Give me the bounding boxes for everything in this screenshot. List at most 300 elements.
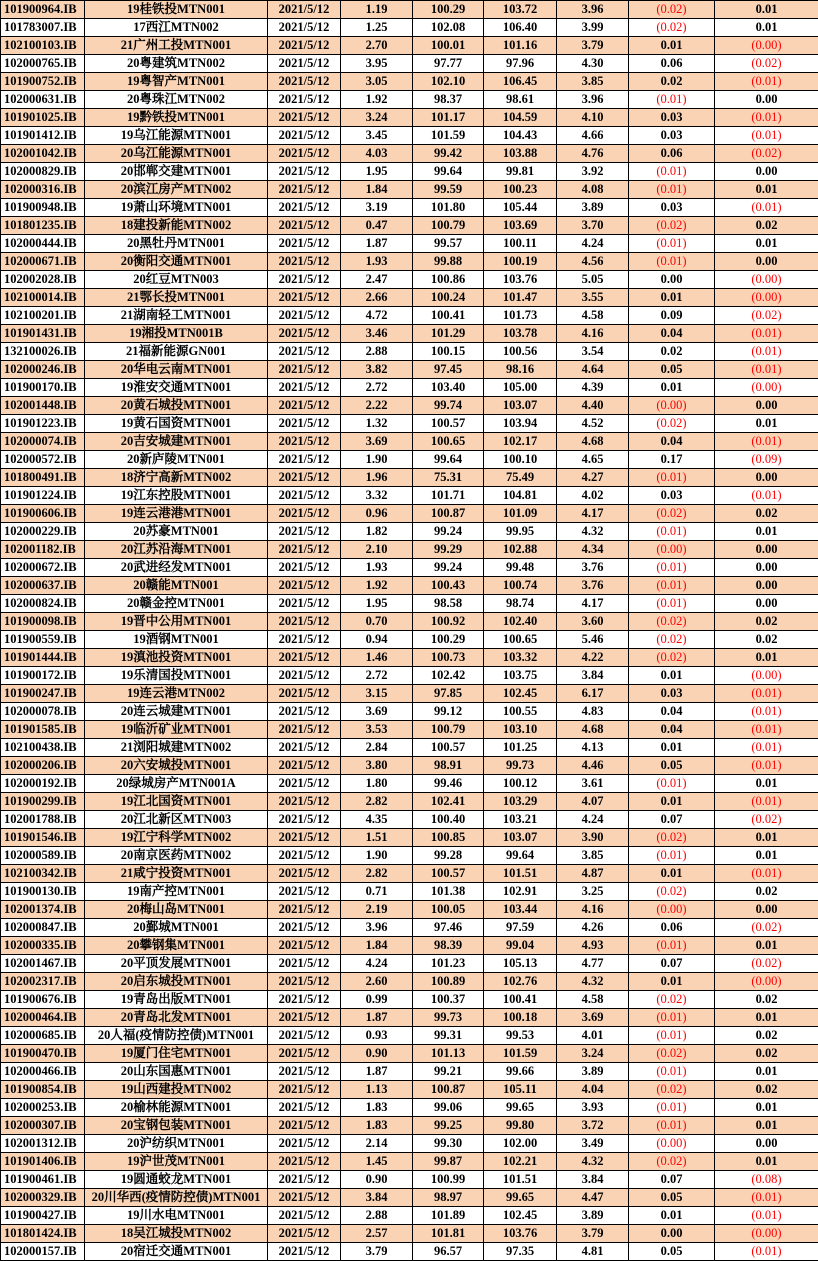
bond-code-cell[interactable]: 101900964.IB (1, 1, 85, 19)
price-b-cell[interactable]: 102.76 (484, 973, 557, 991)
date-cell[interactable]: 2021/5/12 (268, 721, 341, 739)
yield-cell[interactable]: 3.70 (557, 217, 629, 235)
bond-name-cell[interactable]: 19乌江能源MTN001 (85, 127, 268, 145)
price-b-cell[interactable]: 102.17 (484, 433, 557, 451)
term-cell[interactable]: 0.90 (341, 1171, 413, 1189)
price-b-cell[interactable]: 97.35 (484, 1243, 557, 1261)
yield-cell[interactable]: 3.54 (557, 343, 629, 361)
term-cell[interactable]: 2.70 (341, 37, 413, 55)
change-a-cell[interactable]: (0.02) (629, 1045, 715, 1063)
term-cell[interactable]: 2.10 (341, 541, 413, 559)
bond-code-cell[interactable]: 102000631.IB (1, 91, 85, 109)
price-a-cell[interactable]: 101.80 (413, 199, 484, 217)
term-cell[interactable]: 3.82 (341, 361, 413, 379)
bond-code-cell[interactable]: 102000078.IB (1, 703, 85, 721)
change-a-cell[interactable]: (0.02) (629, 505, 715, 523)
price-b-cell[interactable]: 101.25 (484, 739, 557, 757)
bond-code-cell[interactable]: 101900427.IB (1, 1207, 85, 1225)
bond-name-cell[interactable]: 18建投新能MTN002 (85, 217, 268, 235)
price-a-cell[interactable]: 75.31 (413, 469, 484, 487)
bond-name-cell[interactable]: 19圆通蛟龙MTN001 (85, 1171, 268, 1189)
yield-cell[interactable]: 3.79 (557, 37, 629, 55)
yield-cell[interactable]: 4.83 (557, 703, 629, 721)
table-row[interactable] (1, 379, 818, 397)
price-b-cell[interactable]: 101.59 (484, 1045, 557, 1063)
term-cell[interactable]: 3.05 (341, 73, 413, 91)
bond-code-cell[interactable]: 101801424.IB (1, 1225, 85, 1243)
change-a-cell[interactable]: (0.02) (629, 883, 715, 901)
price-b-cell[interactable]: 103.69 (484, 217, 557, 235)
term-cell[interactable]: 2.72 (341, 667, 413, 685)
change-a-cell[interactable]: (0.02) (629, 613, 715, 631)
table-row[interactable] (1, 55, 818, 73)
change-a-cell[interactable]: (0.01) (629, 91, 715, 109)
change-a-cell[interactable]: 0.06 (629, 145, 715, 163)
bond-name-cell[interactable]: 19山西建投MTN002 (85, 1081, 268, 1099)
yield-cell[interactable]: 4.66 (557, 127, 629, 145)
change-b-cell[interactable]: 0.00 (715, 253, 818, 271)
term-cell[interactable]: 1.46 (341, 649, 413, 667)
date-cell[interactable]: 2021/5/12 (268, 199, 341, 217)
change-a-cell[interactable]: (0.01) (629, 1063, 715, 1081)
term-cell[interactable]: 3.80 (341, 757, 413, 775)
change-a-cell[interactable]: (0.02) (629, 1081, 715, 1099)
change-b-cell[interactable]: 0.02 (715, 1027, 818, 1045)
bond-code-cell[interactable]: 102001042.IB (1, 145, 85, 163)
price-b-cell[interactable]: 103.07 (484, 829, 557, 847)
table-row[interactable] (1, 955, 818, 973)
price-a-cell[interactable]: 99.74 (413, 397, 484, 415)
bond-name-cell[interactable]: 18济宁高新MTN002 (85, 469, 268, 487)
price-a-cell[interactable]: 98.37 (413, 91, 484, 109)
change-a-cell[interactable]: 0.03 (629, 109, 715, 127)
change-b-cell[interactable]: (0.00) (715, 1225, 818, 1243)
yield-cell[interactable]: 4.87 (557, 865, 629, 883)
price-a-cell[interactable]: 100.87 (413, 1081, 484, 1099)
change-b-cell[interactable]: (0.01) (715, 73, 818, 91)
date-cell[interactable]: 2021/5/12 (268, 217, 341, 235)
price-b-cell[interactable]: 103.76 (484, 271, 557, 289)
change-b-cell[interactable]: 0.01 (715, 775, 818, 793)
table-row[interactable] (1, 37, 818, 55)
bond-name-cell[interactable]: 20吉安城建MTN001 (85, 433, 268, 451)
bond-code-cell[interactable]: 102000685.IB (1, 1027, 85, 1045)
yield-cell[interactable]: 4.30 (557, 55, 629, 73)
date-cell[interactable]: 2021/5/12 (268, 127, 341, 145)
bond-name-cell[interactable]: 19厦门住宅MTN001 (85, 1045, 268, 1063)
term-cell[interactable]: 2.82 (341, 793, 413, 811)
bond-name-cell[interactable]: 20六安城投MTN001 (85, 757, 268, 775)
bond-code-cell[interactable]: 102000589.IB (1, 847, 85, 865)
bond-name-cell[interactable]: 19滇池投资MTN001 (85, 649, 268, 667)
term-cell[interactable]: 1.19 (341, 1, 413, 19)
term-cell[interactable]: 2.88 (341, 343, 413, 361)
bond-code-cell[interactable]: 102000847.IB (1, 919, 85, 937)
term-cell[interactable]: 2.14 (341, 1135, 413, 1153)
yield-cell[interactable]: 3.89 (557, 1207, 629, 1225)
date-cell[interactable]: 2021/5/12 (268, 703, 341, 721)
bond-name-cell[interactable]: 19粤智产MTN001 (85, 73, 268, 91)
change-b-cell[interactable]: (0.00) (715, 37, 818, 55)
change-b-cell[interactable]: (0.00) (715, 973, 818, 991)
bond-name-cell[interactable]: 19沪世茂MTN001 (85, 1153, 268, 1171)
bond-name-cell[interactable]: 20绿城房产MTN001A (85, 775, 268, 793)
bond-code-cell[interactable]: 102100103.IB (1, 37, 85, 55)
term-cell[interactable]: 0.47 (341, 217, 413, 235)
bond-code-cell[interactable]: 102002028.IB (1, 271, 85, 289)
bond-name-cell[interactable]: 20赣能MTN001 (85, 577, 268, 595)
bond-code-cell[interactable]: 102001448.IB (1, 397, 85, 415)
change-b-cell[interactable]: 0.01 (715, 235, 818, 253)
price-b-cell[interactable]: 99.65 (484, 1189, 557, 1207)
table-row[interactable] (1, 991, 818, 1009)
price-b-cell[interactable]: 99.73 (484, 757, 557, 775)
price-a-cell[interactable]: 98.97 (413, 1189, 484, 1207)
bond-name-cell[interactable]: 17西江MTN002 (85, 19, 268, 37)
yield-cell[interactable]: 3.79 (557, 1225, 629, 1243)
bond-code-cell[interactable]: 102000246.IB (1, 361, 85, 379)
term-cell[interactable]: 3.24 (341, 109, 413, 127)
price-b-cell[interactable]: 103.76 (484, 1225, 557, 1243)
yield-cell[interactable]: 3.76 (557, 559, 629, 577)
table-row[interactable] (1, 325, 818, 343)
bond-code-cell[interactable]: 101900948.IB (1, 199, 85, 217)
bond-name-cell[interactable]: 20鄞城MTN001 (85, 919, 268, 937)
table-row[interactable] (1, 1189, 818, 1207)
change-b-cell[interactable]: 0.00 (715, 541, 818, 559)
change-b-cell[interactable]: 0.01 (715, 937, 818, 955)
change-a-cell[interactable]: 0.00 (629, 1225, 715, 1243)
change-a-cell[interactable]: 0.01 (629, 667, 715, 685)
term-cell[interactable]: 1.13 (341, 1081, 413, 1099)
change-b-cell[interactable]: (0.01) (715, 361, 818, 379)
price-a-cell[interactable]: 100.79 (413, 721, 484, 739)
yield-cell[interactable]: 3.69 (557, 1009, 629, 1027)
change-a-cell[interactable]: (0.02) (629, 415, 715, 433)
date-cell[interactable]: 2021/5/12 (268, 163, 341, 181)
price-a-cell[interactable]: 101.23 (413, 955, 484, 973)
price-a-cell[interactable]: 100.29 (413, 631, 484, 649)
change-a-cell[interactable]: (0.00) (629, 901, 715, 919)
date-cell[interactable]: 2021/5/12 (268, 955, 341, 973)
term-cell[interactable]: 4.03 (341, 145, 413, 163)
date-cell[interactable]: 2021/5/12 (268, 829, 341, 847)
change-a-cell[interactable]: 0.02 (629, 343, 715, 361)
yield-cell[interactable]: 4.52 (557, 415, 629, 433)
change-a-cell[interactable]: 0.01 (629, 289, 715, 307)
date-cell[interactable]: 2021/5/12 (268, 523, 341, 541)
bond-name-cell[interactable]: 20苏豪MTN001 (85, 523, 268, 541)
change-a-cell[interactable]: 0.01 (629, 973, 715, 991)
change-a-cell[interactable]: 0.01 (629, 1207, 715, 1225)
price-b-cell[interactable]: 102.91 (484, 883, 557, 901)
price-a-cell[interactable]: 101.89 (413, 1207, 484, 1225)
bond-code-cell[interactable]: 102000672.IB (1, 559, 85, 577)
change-b-cell[interactable]: 0.00 (715, 163, 818, 181)
change-b-cell[interactable]: (0.01) (715, 109, 818, 127)
bond-name-cell[interactable]: 18吴江城投MTN002 (85, 1225, 268, 1243)
yield-cell[interactable]: 5.46 (557, 631, 629, 649)
date-cell[interactable]: 2021/5/12 (268, 973, 341, 991)
change-b-cell[interactable]: (0.02) (715, 55, 818, 73)
table-row[interactable] (1, 973, 818, 991)
yield-cell[interactable]: 6.17 (557, 685, 629, 703)
bond-name-cell[interactable]: 20衡阳交通MTN001 (85, 253, 268, 271)
term-cell[interactable]: 3.46 (341, 325, 413, 343)
table-row[interactable] (1, 793, 818, 811)
term-cell[interactable]: 1.92 (341, 577, 413, 595)
yield-cell[interactable]: 3.89 (557, 1063, 629, 1081)
change-b-cell[interactable]: 0.02 (715, 217, 818, 235)
change-a-cell[interactable]: (0.02) (629, 991, 715, 1009)
price-b-cell[interactable]: 103.75 (484, 667, 557, 685)
term-cell[interactable]: 0.94 (341, 631, 413, 649)
term-cell[interactable]: 3.53 (341, 721, 413, 739)
yield-cell[interactable]: 4.58 (557, 991, 629, 1009)
bond-code-cell[interactable]: 101900606.IB (1, 505, 85, 523)
change-b-cell[interactable]: 0.00 (715, 1135, 818, 1153)
change-a-cell[interactable]: 0.01 (629, 37, 715, 55)
term-cell[interactable]: 2.66 (341, 289, 413, 307)
change-b-cell[interactable]: (0.00) (715, 289, 818, 307)
price-a-cell[interactable]: 99.64 (413, 163, 484, 181)
term-cell[interactable]: 1.96 (341, 469, 413, 487)
price-a-cell[interactable]: 99.28 (413, 847, 484, 865)
yield-cell[interactable]: 4.04 (557, 1081, 629, 1099)
table-row[interactable] (1, 865, 818, 883)
date-cell[interactable]: 2021/5/12 (268, 1135, 341, 1153)
table-row[interactable] (1, 577, 818, 595)
price-b-cell[interactable]: 101.51 (484, 865, 557, 883)
term-cell[interactable]: 0.70 (341, 613, 413, 631)
price-b-cell[interactable]: 101.47 (484, 289, 557, 307)
bond-code-cell[interactable]: 102000444.IB (1, 235, 85, 253)
date-cell[interactable]: 2021/5/12 (268, 541, 341, 559)
date-cell[interactable]: 2021/5/12 (268, 1027, 341, 1045)
yield-cell[interactable]: 4.32 (557, 523, 629, 541)
price-b-cell[interactable]: 102.21 (484, 1153, 557, 1171)
price-b-cell[interactable]: 99.48 (484, 559, 557, 577)
change-a-cell[interactable]: (0.01) (629, 181, 715, 199)
price-b-cell[interactable]: 103.78 (484, 325, 557, 343)
price-a-cell[interactable]: 101.59 (413, 127, 484, 145)
term-cell[interactable]: 1.90 (341, 847, 413, 865)
change-b-cell[interactable]: (0.01) (715, 1189, 818, 1207)
date-cell[interactable]: 2021/5/12 (268, 1099, 341, 1117)
change-b-cell[interactable]: 0.00 (715, 91, 818, 109)
table-row[interactable] (1, 1135, 818, 1153)
price-a-cell[interactable]: 100.57 (413, 739, 484, 757)
change-b-cell[interactable]: (0.00) (715, 379, 818, 397)
bond-code-cell[interactable]: 102000307.IB (1, 1117, 85, 1135)
price-a-cell[interactable]: 99.73 (413, 1009, 484, 1027)
price-a-cell[interactable]: 98.58 (413, 595, 484, 613)
bond-code-cell[interactable]: 102000637.IB (1, 577, 85, 595)
bond-name-cell[interactable]: 19江北国资MTN001 (85, 793, 268, 811)
price-b-cell[interactable]: 97.59 (484, 919, 557, 937)
price-b-cell[interactable]: 98.16 (484, 361, 557, 379)
price-b-cell[interactable]: 102.40 (484, 613, 557, 631)
yield-cell[interactable]: 4.68 (557, 721, 629, 739)
yield-cell[interactable]: 4.56 (557, 253, 629, 271)
change-a-cell[interactable]: (0.01) (629, 1009, 715, 1027)
bond-name-cell[interactable]: 19桂铁投MTN001 (85, 1, 268, 19)
table-row[interactable] (1, 523, 818, 541)
change-a-cell[interactable]: 0.04 (629, 703, 715, 721)
bond-name-cell[interactable]: 20江苏沿海MTN001 (85, 541, 268, 559)
change-a-cell[interactable]: (0.01) (629, 937, 715, 955)
date-cell[interactable]: 2021/5/12 (268, 667, 341, 685)
yield-cell[interactable]: 4.34 (557, 541, 629, 559)
price-a-cell[interactable]: 100.29 (413, 1, 484, 19)
bond-code-cell[interactable]: 102000572.IB (1, 451, 85, 469)
price-a-cell[interactable]: 99.87 (413, 1153, 484, 1171)
change-a-cell[interactable]: 0.03 (629, 685, 715, 703)
yield-cell[interactable]: 4.16 (557, 901, 629, 919)
price-a-cell[interactable]: 101.29 (413, 325, 484, 343)
date-cell[interactable]: 2021/5/12 (268, 739, 341, 757)
table-row[interactable] (1, 1243, 818, 1261)
bond-code-cell[interactable]: 102000829.IB (1, 163, 85, 181)
bond-name-cell[interactable]: 20江北新区MTN003 (85, 811, 268, 829)
yield-cell[interactable]: 3.76 (557, 577, 629, 595)
term-cell[interactable]: 0.90 (341, 1045, 413, 1063)
price-b-cell[interactable]: 99.65 (484, 1099, 557, 1117)
yield-cell[interactable]: 3.61 (557, 775, 629, 793)
bond-code-cell[interactable]: 102000157.IB (1, 1243, 85, 1261)
bond-code-cell[interactable]: 102100201.IB (1, 307, 85, 325)
yield-cell[interactable]: 4.08 (557, 181, 629, 199)
table-row[interactable] (1, 721, 818, 739)
price-a-cell[interactable]: 99.06 (413, 1099, 484, 1117)
bond-name-cell[interactable]: 20沪纺织MTN001 (85, 1135, 268, 1153)
yield-cell[interactable]: 3.72 (557, 1117, 629, 1135)
price-a-cell[interactable]: 101.71 (413, 487, 484, 505)
price-b-cell[interactable]: 75.49 (484, 469, 557, 487)
price-a-cell[interactable]: 100.65 (413, 433, 484, 451)
bond-name-cell[interactable]: 20川华西(疫情防控债)MTN001 (85, 1189, 268, 1207)
bond-code-cell[interactable]: 101901223.IB (1, 415, 85, 433)
change-b-cell[interactable]: (0.01) (715, 703, 818, 721)
change-a-cell[interactable]: (0.01) (629, 1027, 715, 1045)
bond-code-cell[interactable]: 102000466.IB (1, 1063, 85, 1081)
bond-name-cell[interactable]: 20赣金控MTN001 (85, 595, 268, 613)
change-a-cell[interactable]: 0.01 (629, 865, 715, 883)
yield-cell[interactable]: 3.84 (557, 667, 629, 685)
date-cell[interactable]: 2021/5/12 (268, 991, 341, 1009)
yield-cell[interactable]: 3.93 (557, 1099, 629, 1117)
price-a-cell[interactable]: 97.45 (413, 361, 484, 379)
price-a-cell[interactable]: 100.92 (413, 613, 484, 631)
table-row[interactable] (1, 1063, 818, 1081)
bond-code-cell[interactable]: 101901406.IB (1, 1153, 85, 1171)
change-a-cell[interactable]: (0.01) (629, 163, 715, 181)
price-a-cell[interactable]: 99.25 (413, 1117, 484, 1135)
yield-cell[interactable]: 3.85 (557, 73, 629, 91)
price-a-cell[interactable]: 98.91 (413, 757, 484, 775)
yield-cell[interactable]: 4.68 (557, 433, 629, 451)
term-cell[interactable]: 4.72 (341, 307, 413, 325)
bond-name-cell[interactable]: 19江宁科学MTN002 (85, 829, 268, 847)
yield-cell[interactable]: 4.58 (557, 307, 629, 325)
price-a-cell[interactable]: 99.29 (413, 541, 484, 559)
price-b-cell[interactable]: 101.09 (484, 505, 557, 523)
change-a-cell[interactable]: (0.02) (629, 1, 715, 19)
change-a-cell[interactable]: 0.06 (629, 55, 715, 73)
yield-cell[interactable]: 4.13 (557, 739, 629, 757)
date-cell[interactable]: 2021/5/12 (268, 883, 341, 901)
date-cell[interactable]: 2021/5/12 (268, 181, 341, 199)
term-cell[interactable]: 2.60 (341, 973, 413, 991)
price-a-cell[interactable]: 100.86 (413, 271, 484, 289)
change-b-cell[interactable]: 0.01 (715, 1117, 818, 1135)
date-cell[interactable]: 2021/5/12 (268, 865, 341, 883)
bond-name-cell[interactable]: 20青岛北发MTN001 (85, 1009, 268, 1027)
date-cell[interactable]: 2021/5/12 (268, 1243, 341, 1261)
term-cell[interactable]: 1.83 (341, 1117, 413, 1135)
term-cell[interactable]: 0.96 (341, 505, 413, 523)
change-b-cell[interactable]: 0.00 (715, 559, 818, 577)
yield-cell[interactable]: 3.25 (557, 883, 629, 901)
bond-code-cell[interactable]: 101900172.IB (1, 667, 85, 685)
change-b-cell[interactable]: 0.01 (715, 829, 818, 847)
date-cell[interactable]: 2021/5/12 (268, 451, 341, 469)
yield-cell[interactable]: 3.90 (557, 829, 629, 847)
change-b-cell[interactable]: 0.01 (715, 181, 818, 199)
price-a-cell[interactable]: 99.88 (413, 253, 484, 271)
price-b-cell[interactable]: 97.96 (484, 55, 557, 73)
table-row[interactable] (1, 811, 818, 829)
yield-cell[interactable]: 4.39 (557, 379, 629, 397)
term-cell[interactable]: 1.25 (341, 19, 413, 37)
table-row[interactable] (1, 1045, 818, 1063)
date-cell[interactable]: 2021/5/12 (268, 253, 341, 271)
price-a-cell[interactable]: 100.85 (413, 829, 484, 847)
bond-code-cell[interactable]: 102001788.IB (1, 811, 85, 829)
bond-code-cell[interactable]: 102000671.IB (1, 253, 85, 271)
change-a-cell[interactable]: 0.07 (629, 955, 715, 973)
change-b-cell[interactable]: 0.00 (715, 577, 818, 595)
term-cell[interactable]: 1.82 (341, 523, 413, 541)
change-b-cell[interactable]: (0.01) (715, 739, 818, 757)
price-b-cell[interactable]: 100.10 (484, 451, 557, 469)
table-row[interactable] (1, 253, 818, 271)
table-row[interactable] (1, 361, 818, 379)
date-cell[interactable]: 2021/5/12 (268, 631, 341, 649)
price-a-cell[interactable]: 101.81 (413, 1225, 484, 1243)
bond-name-cell[interactable]: 20山东国惠MTN001 (85, 1063, 268, 1081)
change-a-cell[interactable]: 0.05 (629, 757, 715, 775)
bond-name-cell[interactable]: 19乐清国投MTN001 (85, 667, 268, 685)
price-a-cell[interactable]: 101.17 (413, 109, 484, 127)
date-cell[interactable]: 2021/5/12 (268, 1009, 341, 1027)
price-a-cell[interactable]: 100.99 (413, 1171, 484, 1189)
date-cell[interactable]: 2021/5/12 (268, 1081, 341, 1099)
change-b-cell[interactable]: 0.01 (715, 1099, 818, 1117)
yield-cell[interactable]: 4.32 (557, 973, 629, 991)
term-cell[interactable]: 1.87 (341, 1063, 413, 1081)
bond-name-cell[interactable]: 21咸宁投资MTN001 (85, 865, 268, 883)
table-row[interactable] (1, 235, 818, 253)
bond-code-cell[interactable]: 101900299.IB (1, 793, 85, 811)
price-a-cell[interactable]: 100.73 (413, 649, 484, 667)
yield-cell[interactable]: 4.17 (557, 595, 629, 613)
price-a-cell[interactable]: 101.38 (413, 883, 484, 901)
yield-cell[interactable]: 4.01 (557, 1027, 629, 1045)
price-a-cell[interactable]: 97.77 (413, 55, 484, 73)
price-a-cell[interactable]: 99.42 (413, 145, 484, 163)
price-a-cell[interactable]: 103.40 (413, 379, 484, 397)
